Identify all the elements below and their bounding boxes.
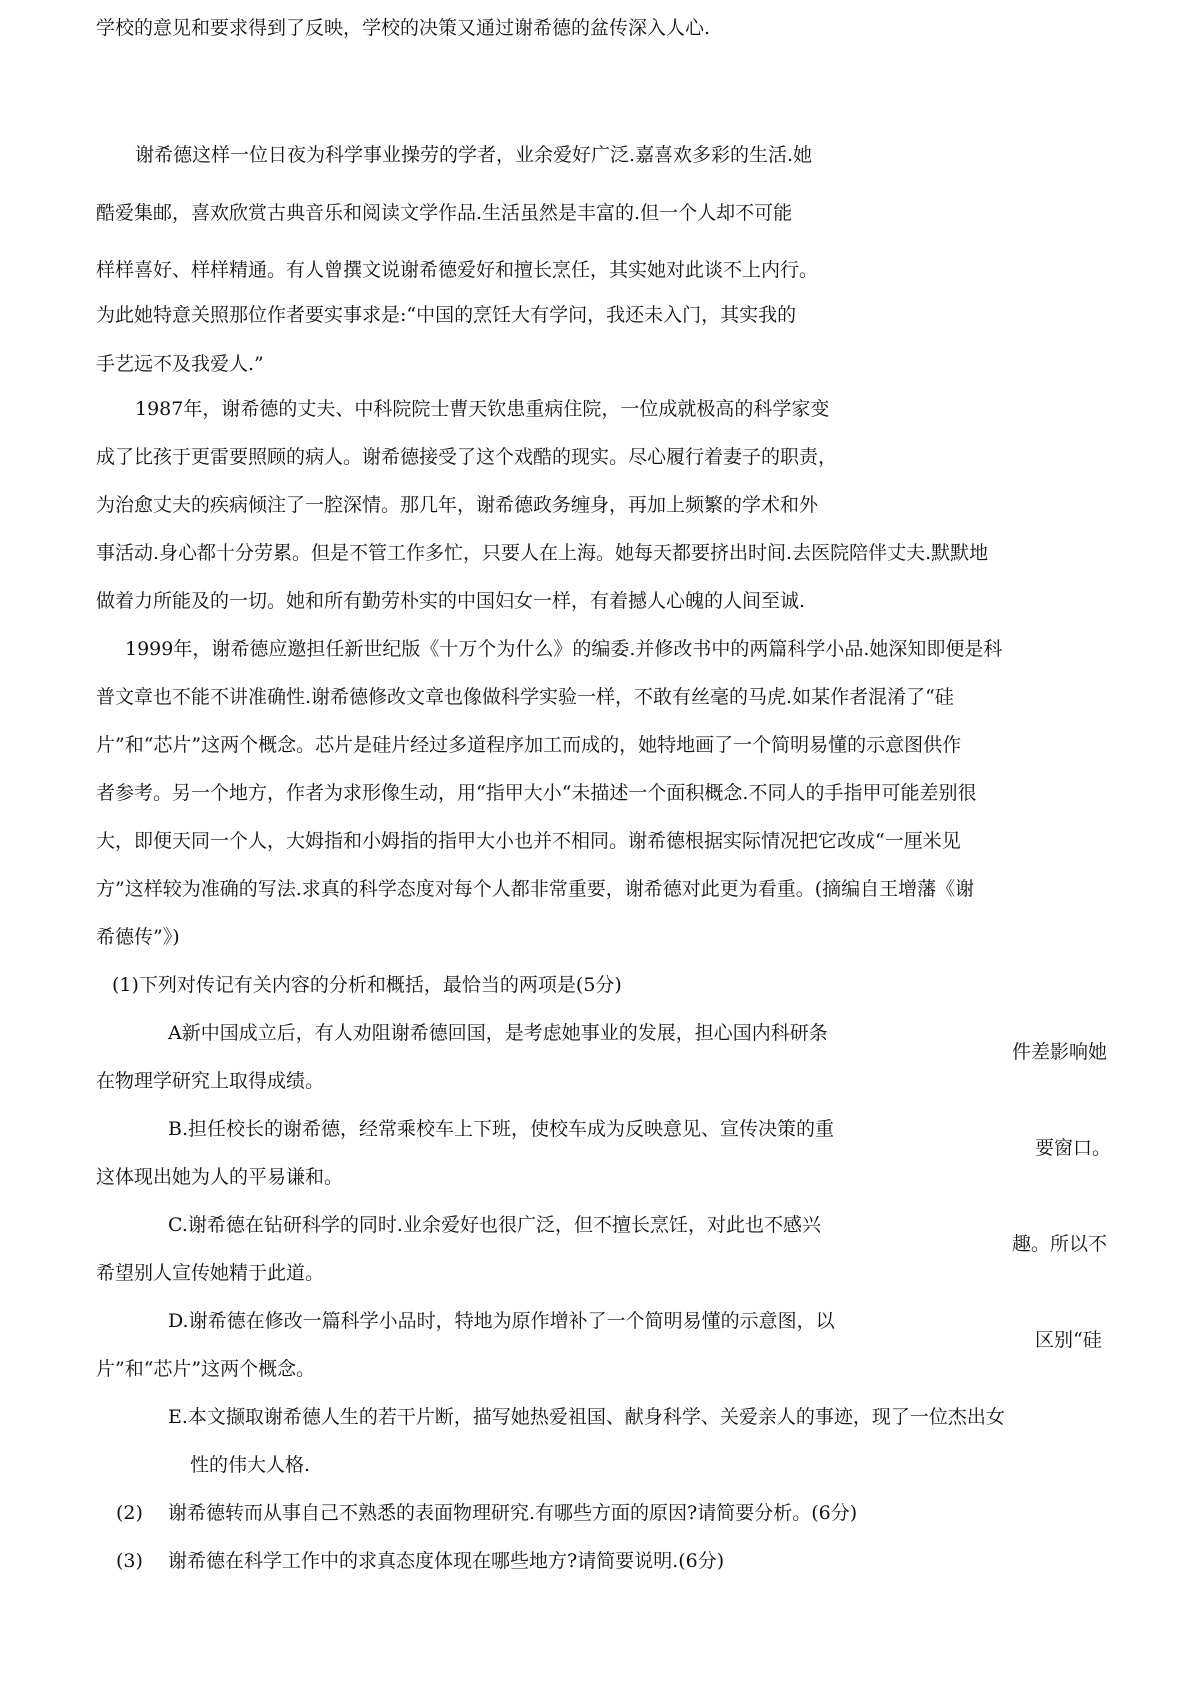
question-3-number: (3) — [116, 1550, 143, 1572]
paragraph-4-line-4: 者参考。另一个地方，作者为求形像生动，用“指甲大小“未描述一个面积概念.不同人的手指甲可能差别很 — [96, 782, 977, 804]
option-c-line-2: 希望别人宣传她精于此道。 — [96, 1262, 325, 1284]
paragraph-3-line-3: 为治愈丈夫的疾病倾注了一腔深情。那几年，谢希德政务缠身，再加上频繁的学术和外 — [96, 494, 819, 516]
option-d-line-2: 片”和“芯片”这两个概念。 — [96, 1358, 316, 1380]
option-b-line-1-right: 要窗口。 — [1035, 1137, 1112, 1159]
paragraph-3-line-5: 做着力所能及的一切。她和所有勤劳朴实的中国妇女一样，有着撼人心魄的人间至诚. — [96, 590, 806, 612]
option-e-line-2: 性的伟大人格. — [190, 1454, 311, 1476]
option-c-line-1-left: C.谢希德在钻研科学的同时.业余爱好也很广泛，但不擅长烹饪，对此也不感兴 — [168, 1214, 821, 1236]
paragraph-2-line-3: 样样喜好、样样精通。有人曾撰文说谢希德爱好和擅长烹任，其实她对此谈不上内行。 — [96, 259, 819, 281]
paragraph-3-line-1: 1987年，谢希德的丈夫、中科院院士曹天钦患重病住院，一位成就极高的科学家变 — [135, 398, 830, 420]
option-e-line-1: E.本文撷取谢希德人生的若干片断，描写她热爱祖国、献身科学、关爱亲人的事迹，现了一位杰出女 — [168, 1406, 1005, 1428]
question-1-stem: (1)下列对传记有关内容的分析和概括，最恰当的两项是(5分) — [112, 974, 622, 996]
paragraph-2-line-5: 手艺远不及我爱人.” — [96, 353, 264, 375]
paragraph-4-line-2: 普文章也不能不讲准确性.谢希德修改文章也像做科学实验一样，不敢有丝毫的马虎.如某作者混淆了“硅 — [96, 686, 954, 708]
option-a-line-2: 在物理学研究上取得成绩。 — [96, 1070, 325, 1092]
paragraph-2-line-1: 谢希德这样一位日夜为科学事业操劳的学者，业余爱好广泛.嘉喜欢多彩的生活.她 — [135, 144, 813, 166]
paragraph-1-line-1: 学校的意见和要求得到了反映，学校的决策又通过谢希德的盆传深入人心. — [96, 17, 711, 39]
option-d-line-1-left: D.谢希德在修改一篇科学小品时，特地为原作增补了一个简明易懂的示意图，以 — [168, 1310, 835, 1332]
question-2-number: (2) — [116, 1502, 143, 1524]
option-b-line-2: 这体现出她为人的平易谦和。 — [96, 1166, 344, 1188]
option-c-line-1-right: 趣。所以不 — [1012, 1233, 1108, 1255]
option-d-line-1-right: 区别“硅 — [1035, 1329, 1102, 1351]
paragraph-3-line-2: 成了比孩于更雷要照顾的病人。谢希德接受了这个戏酷的现实。尽心履行着妻子的职责， — [96, 446, 838, 468]
paragraph-2-line-4: 为此她特意关照那位作者要实事求是:“中国的烹饪大有学问，我还未入门，其实我的 — [96, 304, 797, 326]
paragraph-4-line-3: 片”和“芯片”这两个概念。芯片是硅片经过多道程序加工而成的，她特地画了一个简明易懂的示意图供作 — [96, 734, 962, 756]
option-b-line-1-left: B.担任校长的谢希德，经常乘校车上下班，使校车成为反映意见、宣传决策的重 — [168, 1118, 835, 1140]
paragraph-2-line-2: 酷爱集邮，喜欢欣赏古典音乐和阅读文学作品.生活虽然是丰富的.但一个人却不可能 — [96, 202, 793, 224]
paragraph-4-line-7: 希德传”》) — [96, 926, 180, 948]
paragraph-4-line-6: 方”这样较为准确的写法.求真的科学态度对每个人都非常重要，谢希德对此更为看重。(摘编自王增藩《谢 — [96, 878, 975, 900]
option-a-line-1-right: 件差影响她 — [1012, 1041, 1108, 1063]
paragraph-3-line-4: 事活动.身心都十分劳累。但是不管工作多忙，只要人在上海。她每天都要挤出时间.去医院陪伴丈夫.默默地 — [96, 542, 989, 564]
paragraph-4-line-1: 1999年，谢希德应邀担任新世纪版《十万个为什么》的编委.并修改书中的两篇科学小品.她深知即便是科 — [125, 638, 1003, 660]
question-2-text: 谢希德转而从事自己不熟悉的表面物理研究.有哪些方面的原因?请简要分析。(6分) — [168, 1502, 858, 1524]
question-3-text: 谢希德在科学工作中的求真态度体现在哪些地方?请简要说明.(6分) — [168, 1550, 725, 1572]
option-a-line-1-left: A新中国成立后，有人劝阻谢希德回国，是考虑她事业的发展，担心国内科研条 — [168, 1022, 828, 1044]
paragraph-4-line-5: 大，即便天同一个人，大姆指和小姆指的指甲大小也并不相同。谢希德根据实际情况把它改成“一厘米见 — [96, 830, 961, 852]
